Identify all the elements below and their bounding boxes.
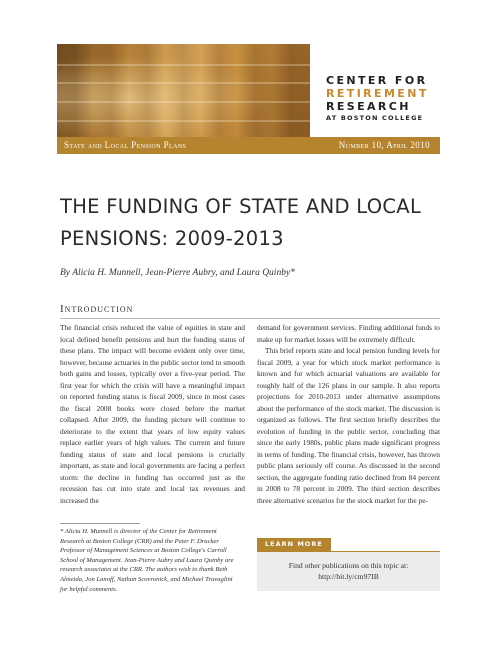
section-rule	[60, 318, 440, 319]
author-footnote: * Alicia H. Munnell is director of the Center for Retirement Research at Boston College (CRR) and the Peter F. Drucker Professor of Management Sciences at Boston College's Carroll School of Management. Jean-Pierre Aubry and Laura Quinby are research associates at the CRR. The authors wish to thank Beth Almeida, Jon Lanoff, Nathan Scovronick, and Michael Travaglini for helpful comments.	[60, 528, 234, 593]
left-column	[60, 322, 245, 506]
footnote-rule	[60, 523, 140, 524]
logo-line-3: RESEARCH	[326, 100, 411, 113]
paragraph: demand for government services. Finding additional funds to make up for market losses will be extremely difficult.	[257, 323, 440, 344]
logo-line-2: RETIREMENT	[326, 87, 429, 100]
learn-more-box	[257, 538, 440, 598]
section-heading: Introduction	[60, 303, 134, 315]
learn-more-link[interactable]: http://bit.ly/cm97IB	[318, 572, 379, 581]
series-name: State and Local Pension Plans	[64, 140, 187, 150]
paragraph: The financial crisis reduced the value of equities in state and local defined benefit pensions and hurt the funding status of these plans. The impact will become evident only over time, however, because actuaries in the public sector tend to smooth both gains and losses, typically over a five-year period. The first year for which the crisis will have a meaningful impact on reported funding status is fiscal 2009, since in most cases the fiscal 2008 books were closed before the market collapsed. After 2009, the funding picture will continue to deteriorate to the extent that years of low equity values replace earlier years of high values. The current and future funding status of state and local pensions is crucially important, as state and local governments are facing a perfect storm: the decline in funding has occurred just as the recession has cut into state and local tax revenues and increased the	[60, 323, 245, 505]
logo-line-1: CENTER FOR	[326, 74, 428, 87]
series-bar	[57, 137, 440, 154]
paragraph: This brief reports state and local pension funding levels for fiscal 2009, a year for which stock market performance is known and for which actuarial valuations are available for roughly half of the 126 plans in our sample. It also reports projections for 2010-2013 under alternative assumptions about the performance of the stock market. The discussion is organized as follows. The first section briefly describes the evolution of funding in the public sector, concluding that since the early 1980s, public plans made significant progress in terms of funding. The financial crisis, however, has thrown public plans seriously off course. As discussed in the second section, the aggregate funding ratio declined from 84 percent in 2008 to 78 percent in 2009. The third section describes three alternative scenarios for the stock market for the pe-	[257, 346, 440, 505]
logo-line-4: AT BOSTON COLLEGE	[326, 114, 424, 122]
learn-more-text: Find other publications on this topic at:	[288, 561, 409, 570]
crr-logo	[326, 74, 446, 123]
right-column	[257, 322, 440, 506]
learn-more-tab: LEARN MORE	[257, 538, 331, 551]
issue-number: Number 10, April 2010	[338, 140, 430, 150]
brief-title: THE FUNDING OF STATE AND LOCAL PENSIONS: 2009-2013	[60, 195, 422, 250]
byline: By Alicia H. Munnell, Jean-Pierre Aubry, and Laura Quinby*	[60, 268, 295, 278]
header-photo	[57, 44, 310, 137]
